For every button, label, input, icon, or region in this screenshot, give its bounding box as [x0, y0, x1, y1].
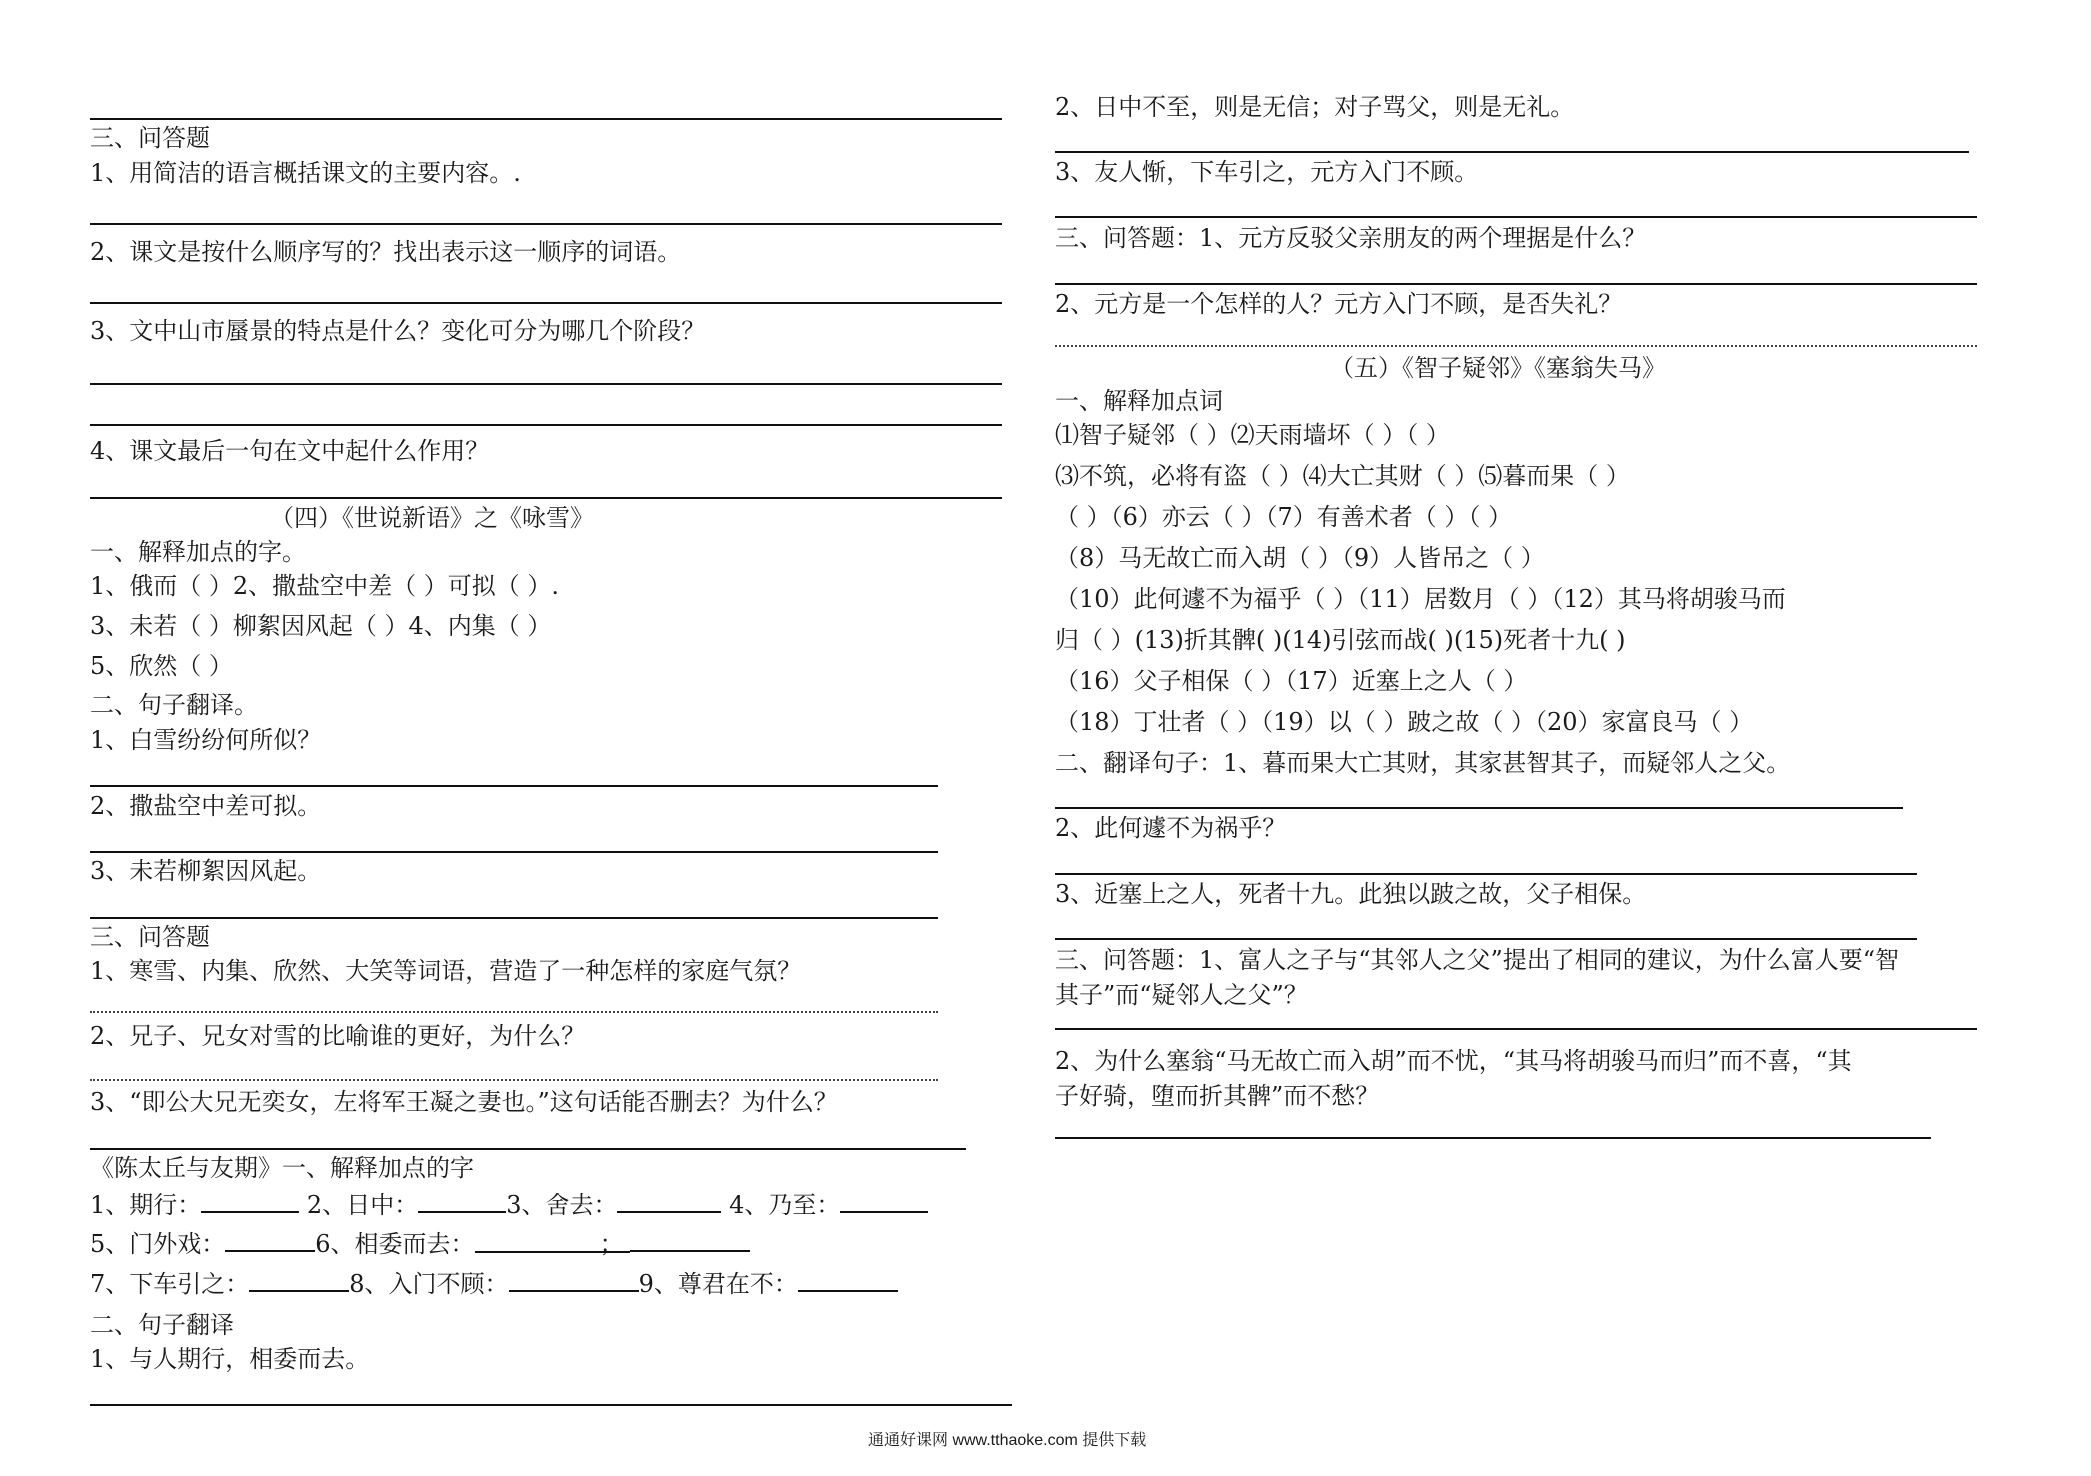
fill-blank-row: （8）马无故亡而入胡（ ）（9）人皆吊之（ ） [1055, 544, 1545, 572]
fill-blank-row [90, 1268, 898, 1299]
blank-label: 5、门外戏： [90, 1230, 226, 1258]
question-text: 2、课文是按什么顺序写的？找出表示这一顺序的词语。 [90, 238, 682, 266]
blank-line [617, 1189, 721, 1213]
fill-blank-row: ⑴智子疑邻（ ）⑵天雨墙坏（ ）（ ） [1055, 421, 1450, 449]
blank-line [201, 1189, 299, 1213]
section-title: （四）《世说新语》之《咏雪》 [270, 504, 594, 532]
blank-label: 8、入门不顾： [349, 1270, 509, 1298]
fill-blank-row: 1、俄而（ ）2、撒盐空中差（ ）可拟（ ）. [90, 572, 560, 600]
blank-label: 2、日中： [306, 1191, 419, 1219]
question-text: 1、用简洁的语言概括课文的主要内容。. [90, 159, 521, 187]
blank-line [630, 1228, 750, 1252]
answer-line [1055, 283, 1977, 285]
blank-line [509, 1268, 639, 1292]
question-text: 2、此何遽不为祸乎？ [1055, 814, 1287, 842]
fill-blank-row: 3、未若（ ）柳絮因风起（ ）4、内集（ ） [90, 612, 552, 640]
section-heading: 《陈太丘与友期》一、解释加点的字 [90, 1154, 474, 1182]
section-heading: 二、翻译句子：1、暮而果大亡其财，其家甚智其子，而疑邻人之父。 [1055, 749, 1791, 777]
answer-line [90, 223, 1002, 225]
fill-blank-row: （16）父子相保（ ）（17）近塞上之人（ ） [1055, 667, 1528, 695]
question-text: 2、为什么塞翁“马无故亡而入胡”而不忧，“其马将胡骏马而归”而不喜，“其 [1055, 1047, 1852, 1075]
subsection-heading: 一、解释加点的字。 [90, 538, 306, 566]
answer-line [90, 118, 1002, 120]
answer-line [90, 917, 938, 919]
answer-line [1055, 1137, 1931, 1139]
question-text: 子好骑，堕而折其髀”而不愁？ [1055, 1082, 1380, 1110]
footer-credit: 通通好课网 www.tthaoke.com 提供下载 [868, 1432, 1147, 1449]
subsection-heading: 一、解释加点词 [1055, 387, 1223, 415]
question-text: 3、未若柳絮因风起。 [90, 857, 322, 885]
question-text: 2、日中不至，则是无信；对子骂父，则是无礼。 [1055, 93, 1575, 121]
question-text: 1、与人期行，相委而去。 [90, 1345, 370, 1373]
answer-line [90, 497, 1002, 499]
blank-label: 6、相委而去： [315, 1230, 475, 1258]
section-heading: 三、问答题 [90, 124, 210, 152]
blank-line [225, 1228, 315, 1252]
answer-line [1055, 873, 1917, 875]
fill-blank-row: 归（ ）(13)折其髀( )(14)引弦而战( )(15)死者十九( ) [1055, 626, 1626, 654]
question-text: 4、课文最后一句在文中起什么作用？ [90, 437, 490, 465]
fill-blank-row: ⑶不筑，必将有盗（ ）⑷大亡其财（ ）⑸暮而果（ ） [1055, 462, 1630, 490]
blank-label: 7、下车引之： [90, 1270, 250, 1298]
blank-label: 9、尊君在不： [638, 1270, 798, 1298]
question-text: 3、友人惭，下车引之，元方入门不顾。 [1055, 158, 1479, 186]
question-text: 1、寒雪、内集、欣然、大笑等词语，营造了一种怎样的家庭气氛？ [90, 957, 802, 985]
dotted-answer-line [90, 1079, 938, 1081]
dotted-answer-line [90, 1011, 938, 1013]
answer-line [90, 302, 1002, 304]
dotted-answer-line [1055, 345, 1977, 347]
question-text: 1、白雪纷纷何所似？ [90, 726, 322, 754]
section-heading: 三、问答题：1、元方反驳父亲朋友的两个理据是什么？ [1055, 224, 1647, 252]
answer-line [1055, 216, 1977, 218]
fill-blank-row: （18）丁壮者（ ）（19）以（ ）跛之故（ ）（20）家富良马（ ） [1055, 708, 1754, 736]
answer-line [90, 1404, 1012, 1406]
fill-blank-row: （ ）（6）亦云（ ）（7）有善术者（ ）（ ） [1055, 503, 1513, 531]
subsection-heading: 二、句子翻译 [90, 1311, 234, 1339]
fill-blank-row [90, 1189, 928, 1220]
answer-line [90, 424, 1002, 426]
question-text: 2、撒盐空中差可拟。 [90, 792, 322, 820]
blank-line [475, 1229, 630, 1258]
fill-blank-row: 5、欣然（ ） [90, 652, 233, 680]
blank-label: 3、舍去： [506, 1191, 618, 1219]
question-text: 2、元方是一个怎样的人？元方入门不顾，是否失礼？ [1055, 290, 1623, 318]
section-heading: 三、问答题 [90, 923, 210, 951]
question-text: 3、近塞上之人，死者十九。此独以跛之故，父子相保。 [1055, 880, 1647, 908]
blank-label: 4、乃至： [729, 1191, 841, 1219]
answer-line [1055, 938, 1917, 940]
answer-line [90, 383, 1002, 385]
blank-line [418, 1189, 506, 1213]
question-text: 其子”而“疑邻人之父”？ [1055, 981, 1308, 1009]
answer-line [90, 851, 938, 853]
subsection-heading: 二、句子翻译。 [90, 691, 258, 719]
answer-line [1055, 1028, 1977, 1030]
blank-line [840, 1189, 928, 1213]
answer-line [1055, 807, 1903, 809]
blank-line [798, 1268, 898, 1292]
section-heading: 三、问答题：1、富人之子与“其邻人之父”提出了相同的建议，为什么富人要“智 [1055, 946, 1900, 974]
blank-label: 1、期行： [90, 1191, 202, 1219]
question-text: 3、“即公大兄无奕女，左将军王凝之妻也。”这句话能否删去？为什么？ [90, 1088, 838, 1116]
semicolon: ； [599, 1230, 624, 1258]
fill-blank-row: （10）此何遽不为福乎（ ）（11）居数月（ ）（12）其马将胡骏马而 [1055, 585, 1786, 613]
answer-line [90, 1148, 966, 1150]
question-text: 2、兄子、兄女对雪的比喻谁的更好，为什么？ [90, 1022, 586, 1050]
answer-line [90, 785, 938, 787]
question-text: 3、文中山市蜃景的特点是什么？变化可分为哪几个阶段？ [90, 317, 706, 345]
answer-line [1055, 151, 1969, 153]
section-title: （五）《智子疑邻》《塞翁失马》 [1330, 354, 1666, 382]
fill-blank-row [90, 1228, 750, 1259]
blank-line [249, 1268, 349, 1292]
